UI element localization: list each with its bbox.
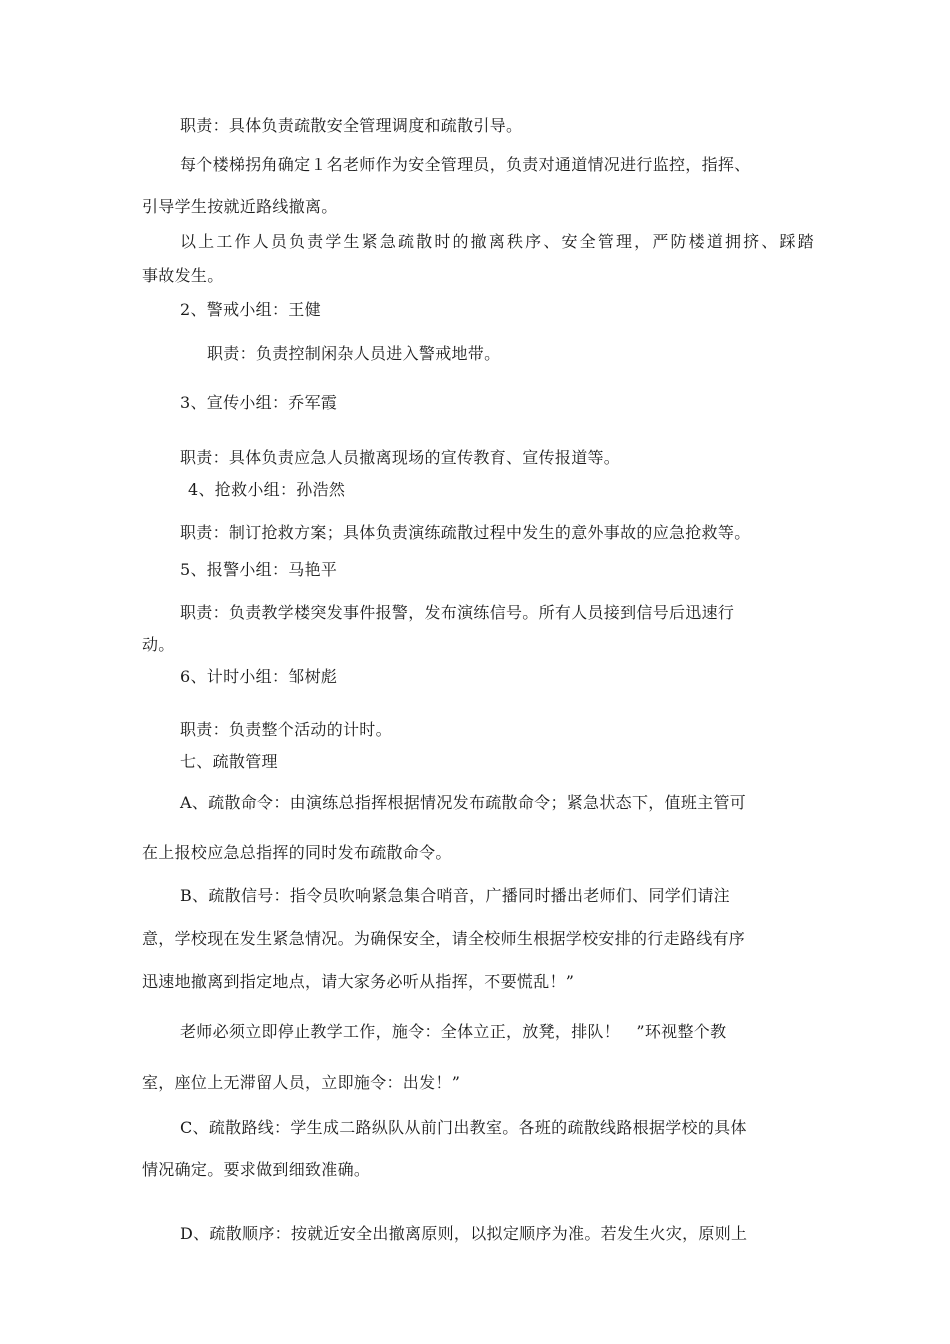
text-line: D、疏散顺序：按就近安全出撤离原则，以拟定顺序为准。若发生火灾，原则上 [180,1224,748,1243]
section-heading: 6、计时小组：邹树彪 [180,667,338,686]
text-line: 室，座位上无滞留人员，立即施令：出发！” [142,1073,461,1092]
text-line: 职责：具体负责疏散安全管理调度和疏散引导。 [180,116,523,135]
text-line: 职责：制订抢救方案；具体负责演练疏散过程中发生的意外事故的应急抢救等。 [180,523,751,542]
text-line: 职责：负责教学楼突发事件报警，发布演练信号。所有人员接到信号后迅速行 [180,603,735,622]
section-heading: 5、报警小组：马艳平 [180,560,338,579]
section-heading: 2、警戒小组：王健 [180,300,321,319]
section-heading: 七、疏散管理 [180,752,278,771]
text-line: 老师必须立即停止教学工作，施令：全体立正，放凳，排队！ ”环视整个教 [180,1022,727,1041]
text-line: 迅速地撤离到指定地点，请大家务必听从指挥，不要慌乱！” [142,972,575,991]
section-heading: 3、宣传小组：乔军霞 [180,393,338,412]
text-line: A、疏散命令：由演练总指挥根据情况发布疏散命令；紧急状态下，值班主管可 [180,793,747,812]
text-line: 以上工作人员负责学生紧急疏散时的撤离秩序、安全管理，严防楼道拥挤、踩踏 [180,232,814,251]
text-line: 每个楼梯拐角确定１名老师作为安全管理员，负责对通道情况进行监控，指挥、 [180,155,751,174]
section-heading: 4、抢救小组：孙浩然 [188,480,346,499]
text-line: 职责：具体负责应急人员撤离现场的宣传教育、宣传报道等。 [180,448,621,467]
text-line: 情况确定。要求做到细致准确。 [142,1160,371,1179]
text-line: 意，学校现在发生紧急情况。为确保安全，请全校师生根据学校安排的行走路线有序 [142,929,746,948]
text-line: C、疏散路线：学生成二路纵队从前门出教室。各班的疏散线路根据学校的具体 [180,1118,747,1137]
text-line: 在上报校应急总指挥的同时发布疏散命令。 [142,843,452,862]
text-line: 职责：负责整个活动的计时。 [180,720,392,739]
text-line: 引导学生按就近路线撤离。 [142,197,338,216]
text-line: 动。 [142,635,175,654]
text-line: 职责：负责控制闲杂人员进入警戒地带。 [207,344,501,363]
text-line: 事故发生。 [142,266,224,285]
text-line: B、疏散信号：指令员吹响紧急集合哨音，广播同时播出老师们、同学们请注 [180,886,730,905]
